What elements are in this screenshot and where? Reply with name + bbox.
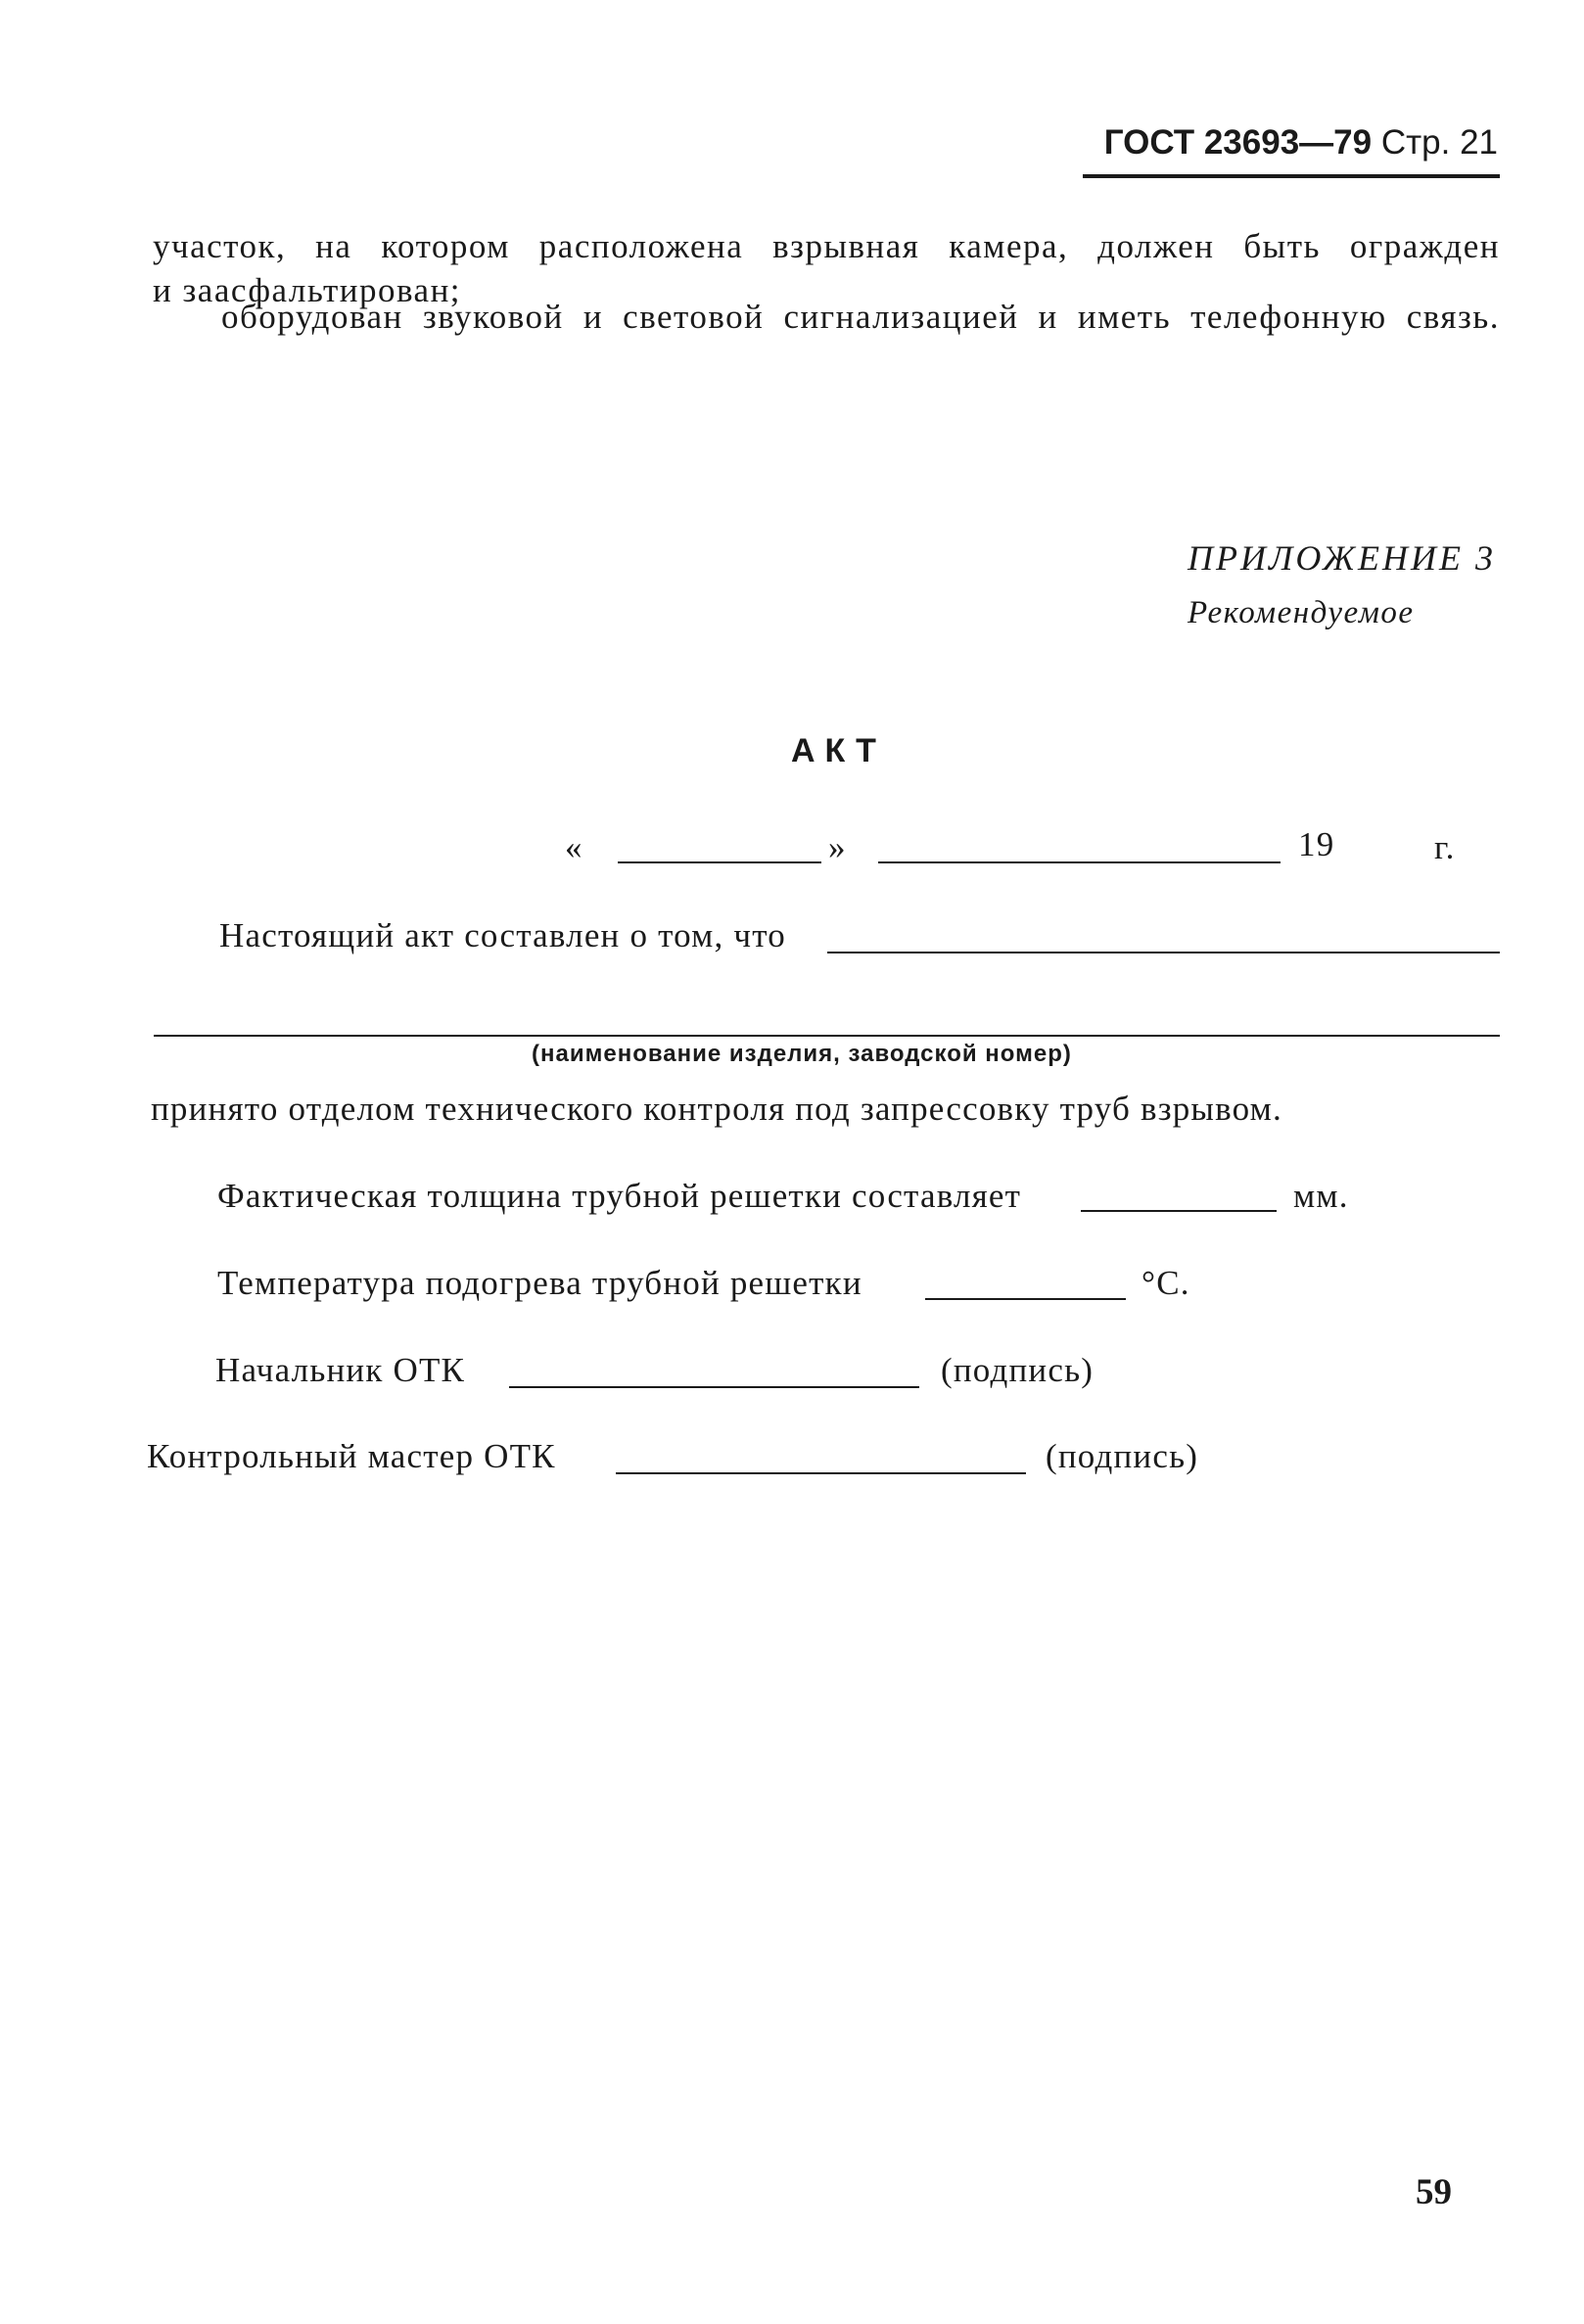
body-line-3: оборудован звуковой и световой сигнализацией и иметь телефонную связь.: [221, 298, 1500, 336]
appendix-status: Рекомендуемое: [1188, 595, 1415, 630]
act-title: АКТ: [791, 732, 886, 769]
body-line-2: и заасфальтирован;: [153, 271, 462, 309]
body-line-1: участок, на котором расположена взрывная камера, должен быть огражден: [153, 227, 1500, 265]
page-header: [1104, 123, 1498, 163]
master-signature-line[interactable]: [616, 1472, 1026, 1474]
date-open-quote: «: [565, 828, 583, 866]
header-rule: [1083, 174, 1500, 178]
page-label: Стр. 21: [1380, 123, 1498, 162]
appendix-title: ПРИЛОЖЕНИЕ 3: [1188, 538, 1496, 578]
product-blank-line[interactable]: [154, 1035, 1500, 1037]
date-close-quote: »: [828, 828, 847, 866]
head-signature-caption: (подпись): [941, 1351, 1095, 1389]
accepted-text: принято отделом технического контроля под запрессовку труб взрывом.: [151, 1090, 1282, 1128]
master-signature-caption: (подпись): [1046, 1437, 1199, 1475]
thickness-blank-line[interactable]: [1081, 1210, 1277, 1212]
head-label: Начальник ОТК: [215, 1351, 466, 1389]
standard-code: ГОСТ 23693—79: [1103, 123, 1373, 162]
year-prefix: 19: [1298, 825, 1335, 863]
thickness-unit: мм.: [1293, 1177, 1349, 1215]
statement-blank-line[interactable]: [827, 952, 1500, 953]
page-number: 59: [1416, 2172, 1452, 2212]
thickness-label: Фактическая толщина трубной решетки составляет: [217, 1177, 1022, 1215]
master-label: Контрольный мастер ОТК: [147, 1437, 556, 1475]
day-blank-line[interactable]: [618, 861, 821, 863]
month-blank-line[interactable]: [878, 861, 1281, 863]
temperature-blank-line[interactable]: [925, 1298, 1126, 1300]
head-signature-line[interactable]: [509, 1386, 919, 1388]
year-suffix: г.: [1434, 828, 1456, 866]
statement-label: Настоящий акт составлен о том, что: [219, 916, 786, 954]
temperature-label: Температура подогрева трубной решетки: [217, 1264, 862, 1302]
temperature-unit: °С.: [1141, 1264, 1190, 1302]
product-caption: (наименование изделия, заводской номер): [532, 1041, 1072, 1067]
